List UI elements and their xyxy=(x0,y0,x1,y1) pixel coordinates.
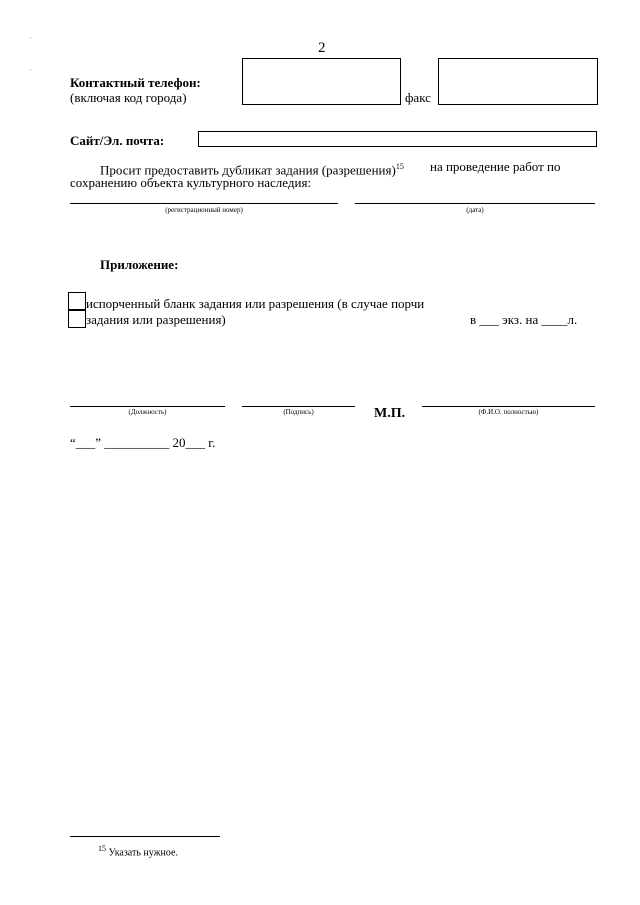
scan-mark: · xyxy=(29,34,32,43)
signature-line[interactable] xyxy=(242,406,355,407)
signing-date: “___” __________ 20___ г. xyxy=(70,435,216,450)
fax-label: факс xyxy=(405,90,431,105)
request-line-1-tail: на проведение работ по xyxy=(430,159,561,174)
stamp-label: М.П. xyxy=(374,406,406,421)
phone-field[interactable] xyxy=(242,58,401,105)
fax-field[interactable] xyxy=(438,58,598,105)
phone-label: Контактный телефон: xyxy=(70,75,201,90)
footnote-text: Указать нужное. xyxy=(108,847,178,859)
attachment-heading: Приложение: xyxy=(100,257,179,272)
footnote-separator xyxy=(70,836,220,837)
site-email-field[interactable] xyxy=(198,131,597,147)
signature-caption: (Подпись) xyxy=(283,408,314,416)
attachment-item-line-2: задания или разрешения) xyxy=(86,312,226,327)
reg-number-caption: (регистрационный номер) xyxy=(165,206,243,214)
page-number: 2 xyxy=(318,40,326,56)
position-caption: (Должность) xyxy=(128,408,167,416)
attachment-count: в ___ экз. на ____л. xyxy=(470,312,578,327)
footnote xyxy=(98,844,178,858)
full-name-line[interactable] xyxy=(422,406,595,407)
date-line[interactable] xyxy=(355,203,595,204)
footnote-ref: 15 xyxy=(395,162,404,171)
reg-number-line[interactable] xyxy=(70,203,338,204)
site-label: Сайт/Эл. почта: xyxy=(70,133,165,148)
request-text: Просит предоставить дубликат задания (разрешения) xyxy=(100,162,396,178)
attachment-item-line-1: испорченный бланк задания или разрешения (в случае порчи xyxy=(86,296,425,311)
checkbox-damaged-form-1[interactable] xyxy=(68,292,86,310)
footnote-number: 15 xyxy=(98,844,106,853)
scan-mark: · xyxy=(29,66,32,75)
phone-hint: (включая код города) xyxy=(70,90,187,105)
request-line-2: сохранению объекта культурного наследия: xyxy=(70,175,312,190)
date-caption: (дата) xyxy=(466,206,484,214)
checkbox-damaged-form-2[interactable] xyxy=(68,310,86,328)
full-name-caption: (Ф.И.О. полностью) xyxy=(478,408,539,416)
position-line[interactable] xyxy=(70,406,225,407)
